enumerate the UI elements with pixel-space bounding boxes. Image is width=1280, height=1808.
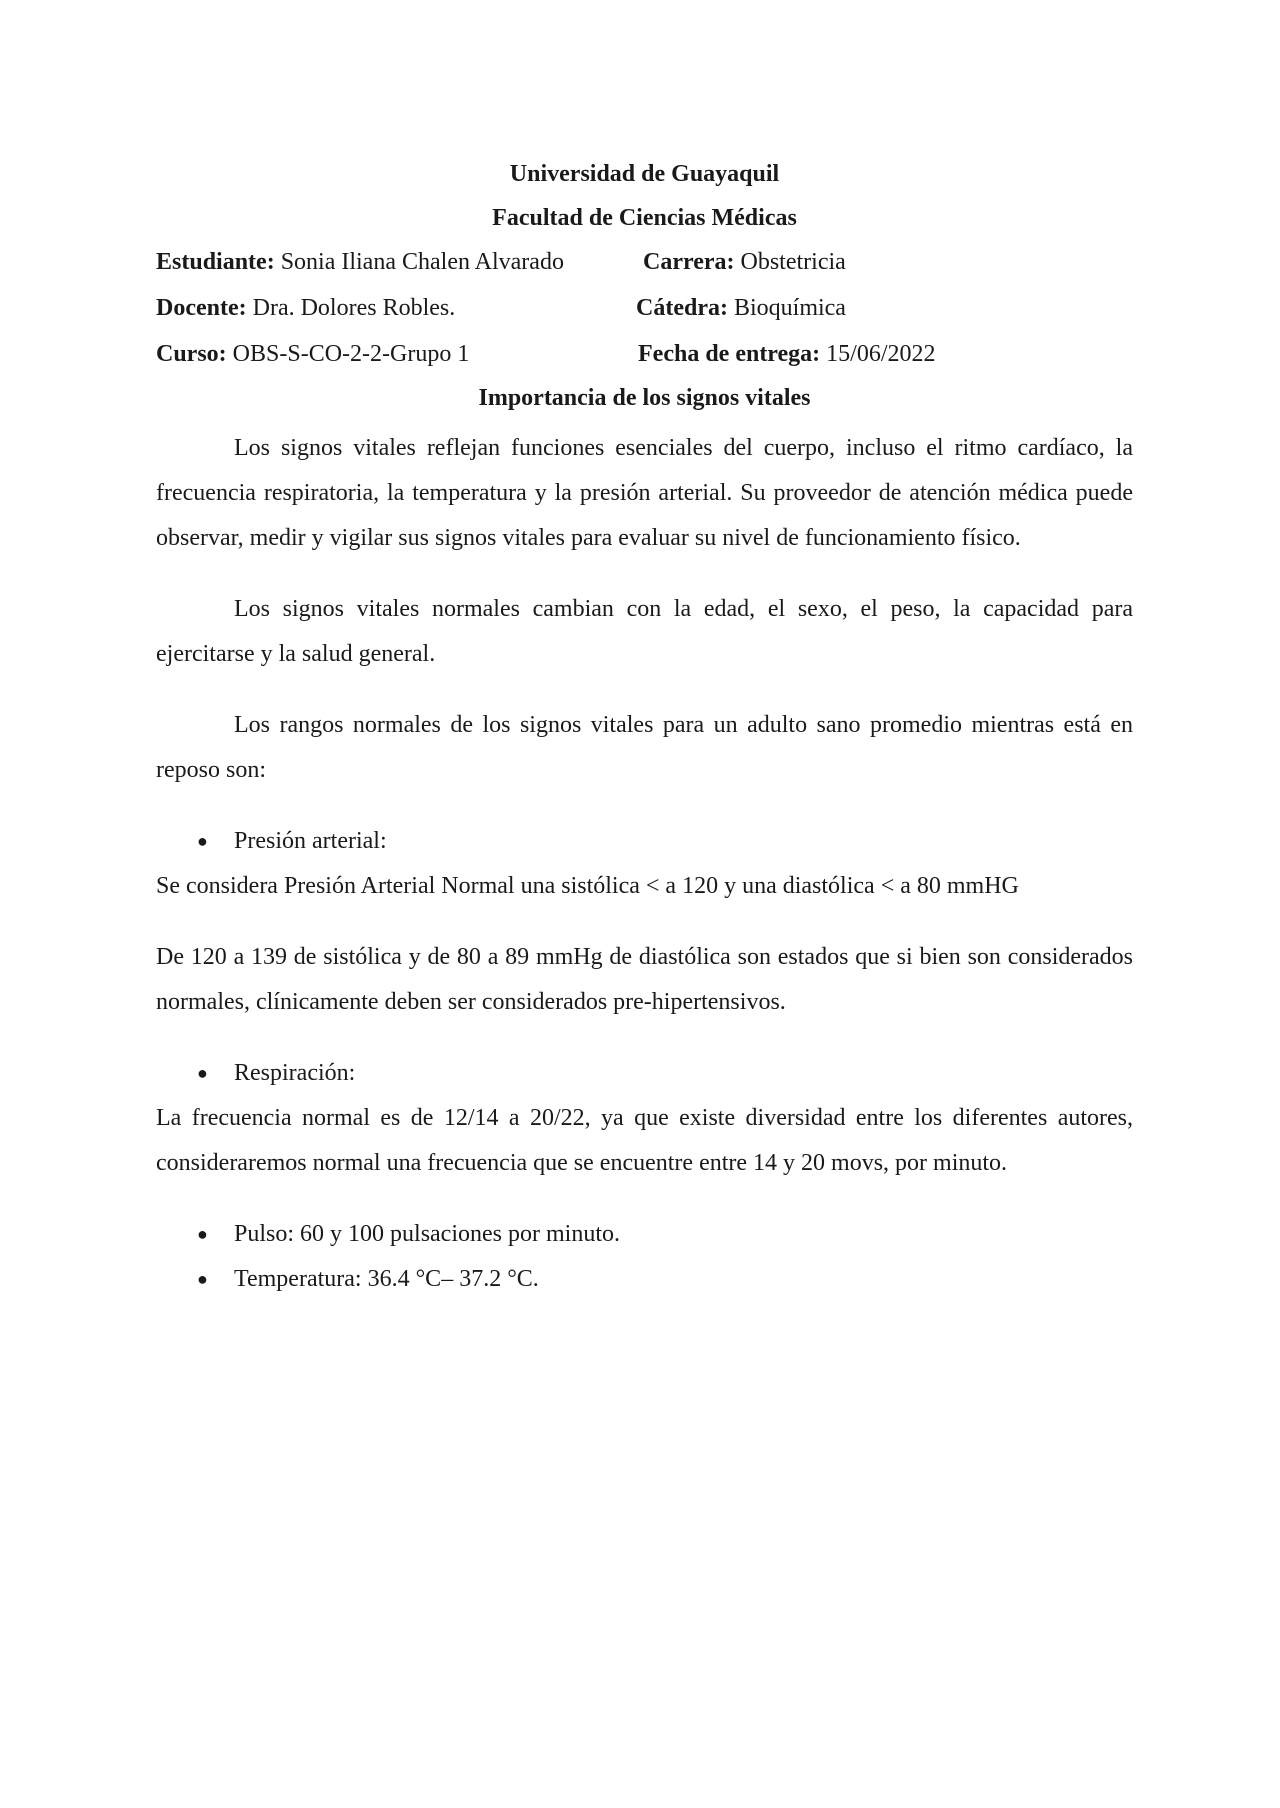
bullet-list-respiration: [156, 1051, 1133, 1096]
paragraph-pressure-normal: Se considera Presión Arterial Normal una sistólica < a 120 y una diastólica < a 80 mmHG: [156, 873, 1019, 899]
teacher-label: Docente:: [156, 295, 247, 321]
bullet-list-pressure: [156, 819, 1133, 864]
bullet-list-pulse-temperature: [156, 1212, 1133, 1302]
teacher-field: [156, 286, 455, 331]
list-item: [156, 1257, 1133, 1302]
course-value: OBS-S-CO-2-2-Grupo 1: [232, 341, 470, 367]
subject-value: Bioquímica: [733, 295, 846, 321]
faculty-heading: Facultad de Ciencias Médicas: [492, 205, 797, 231]
temperature-bullet-text: Temperatura: 36.4 °C– 37.2 °C.: [234, 1266, 539, 1292]
student-field: [156, 240, 564, 285]
career-field: [643, 240, 846, 285]
list-item: [156, 1212, 1133, 1257]
paragraph-variation: Los signos vitales normales cambian con la edad, el sexo, el peso, la capacidad para ejercitarse y la salud general.: [156, 596, 1133, 667]
pulse-bullet-text: Pulso: 60 y 100 pulsaciones por minuto.: [234, 1221, 620, 1247]
student-value: Sonia Iliana Chalen Alvarado: [280, 249, 564, 275]
subject-field: [636, 286, 846, 331]
paragraph-respiration: La frecuencia normal es de 12/14 a 20/22, ya que existe diversidad entre los diferentes autores, consideraremos normal una frecuencia que se encuentre entre 14 y 20 movs, por minuto.: [156, 1105, 1133, 1176]
meta-row-course: [156, 332, 1133, 378]
bullet-icon: ●: [197, 1224, 208, 1244]
respiration-bullet-text: Respiración:: [234, 1060, 356, 1086]
subject-label: Cátedra:: [636, 295, 728, 321]
teacher-value: Dra. Dolores Robles.: [252, 295, 456, 321]
date-label: Fecha de entrega:: [638, 341, 821, 367]
paragraph-intro: Los signos vitales reflejan funciones esenciales del cuerpo, incluso el ritmo cardíaco, la frecuencia respiratoria, la temperatura y la presión arterial. Su proveedor de atención médica puede observar, medir y vigilar sus signos vitales para evaluar su nivel de funcionamiento físico.: [156, 435, 1133, 551]
career-label: Carrera:: [643, 249, 735, 275]
career-value: Obstetricia: [740, 249, 846, 275]
document-content: [156, 152, 1133, 1302]
paragraph-ranges: Los rangos normales de los signos vitales para un adulto sano promedio mientras está en reposo son:: [156, 712, 1133, 783]
bullet-icon: ●: [197, 831, 208, 851]
meta-row-student: [156, 240, 1133, 286]
date-field: [638, 332, 936, 377]
paragraph-pressure-prehypertensive: De 120 a 139 de sistólica y de 80 a 89 mmHg de diastólica son estados que si bien son considerados normales, clínicamente deben ser considerados pre-hipertensivos.: [156, 944, 1133, 1015]
list-item: [156, 1051, 1133, 1096]
university-heading: Universidad de Guayaquil: [509, 161, 780, 187]
date-value: 15/06/2022: [826, 341, 936, 367]
pressure-bullet-text: Presión arterial:: [234, 828, 387, 854]
list-item: [156, 819, 1133, 864]
document-title: Importancia de los signos vitales: [478, 385, 811, 411]
bullet-icon: ●: [197, 1063, 208, 1083]
student-label: Estudiante:: [156, 249, 275, 275]
meta-row-teacher: [156, 286, 1133, 332]
course-field: [156, 332, 469, 377]
bullet-icon: ●: [197, 1269, 208, 1289]
course-label: Curso:: [156, 341, 227, 367]
